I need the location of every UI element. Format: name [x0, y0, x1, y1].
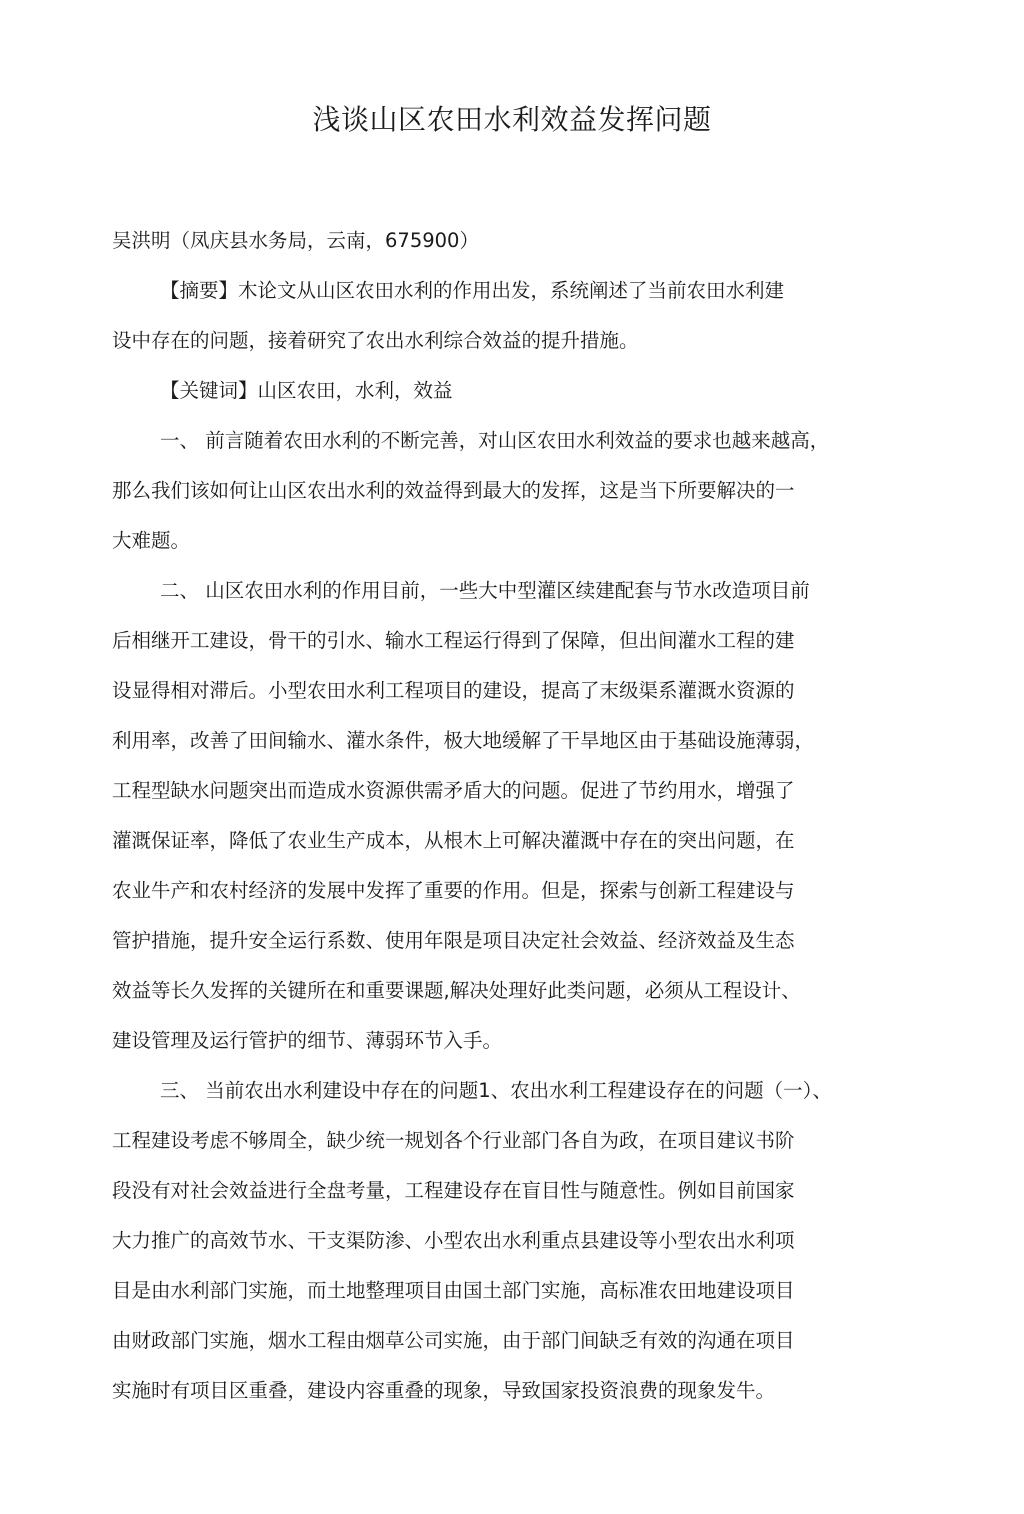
document-body: [112, 216, 902, 1416]
section-line: 二、 山区农田水利的作用目前，一些大中型灌区续建配套与节水改造项目前: [160, 579, 810, 602]
section-line: 灌溉保证率，降低了农业生产成本，从根木上可解决灌溉中存在的突出问题，在: [112, 829, 795, 852]
section-2-paragraph: [112, 566, 902, 1066]
section-line: 段没有对社会效益进行全盘考量，工程建设存在盲目性与随意性。例如目前国家: [112, 1179, 795, 1202]
section-line: 由财政部门实施，烟水工程由烟草公司实施，由于部门间缺乏有效的沟通在项目: [112, 1329, 795, 1352]
section-line: 效益等长久发挥的关键所在和重要课题,解决处理好此类问题，必须从工程设计、: [112, 979, 801, 1002]
section-line: 工程建设考虑不够周全，缺少统一规划各个行业部门各自为政，在项目建议书阶: [112, 1129, 795, 1152]
section-line: 农业牛产和农村经济的发展中发挥了重要的作用。但是，探索与创新工程建设与: [112, 879, 795, 902]
section-line: 三、 当前农出水利建设中存在的问题1、农出水利工程建设存在的问题（一）、: [160, 1079, 832, 1102]
section-line: 那么我们该如何让山区农出水利的效益得到最大的发挥，这是当下所要解决的一: [112, 479, 795, 502]
section-line: 目是由水利部门实施，而土地整理项目由国土部门实施，高标准农田地建设项目: [112, 1279, 795, 1302]
section-line: 一、 前言随着农田水利的不断完善，对山区农田水利效益的要求也越来越高，: [160, 429, 830, 452]
section-line: 实施时有项目区重叠，建设内容重叠的现象，导致国家投资浪费的现象发牛。: [112, 1379, 776, 1402]
author-line: 吴洪明（凤庆县水务局，云南，675900）: [112, 229, 479, 252]
keywords-paragraph: [112, 366, 902, 416]
section-line: 大难题。: [112, 529, 191, 552]
section-line: 建设管理及运行管护的细节、薄弱环节入手。: [112, 1029, 503, 1052]
section-line: 利用率，改善了田间输水、灌水条件，极大地缓解了干旱地区由于基础设施薄弱，: [112, 729, 815, 752]
section-line: 设显得相对滞后。小型农田水利工程项目的建设，提高了末级渠系灌溉水资源的: [112, 679, 795, 702]
document-title: 浅谈山区农田水利效益发挥问题: [312, 103, 712, 136]
abstract-paragraph: [112, 266, 902, 366]
section-line: 工程型缺水问题突出而造成水资源供需矛盾大的问题。促进了节约用水，增强了: [112, 779, 795, 802]
abstract-line: 设中存在的问题，接着研究了农出水利综合效益的提升措施。: [112, 329, 639, 352]
abstract-line: 【摘要】木论文从山区农田水利的作用出发，系统阐述了当前农田水利建: [160, 279, 785, 302]
section-line: 管护措施，提升安全运行系数、使用年限是项目决定社会效益、经济效益及生态: [112, 929, 795, 952]
section-3-paragraph: [112, 1066, 902, 1416]
section-1-paragraph: [112, 416, 902, 566]
section-line: 大力推广的高效节水、干支渠防渗、小型农出水利重点县建设等小型农出水利项: [112, 1229, 795, 1252]
section-line: 后相继开工建设，骨干的引水、输水工程运行得到了保障，但出间灌水工程的建: [112, 629, 795, 652]
keywords-line: 【关键词】山区农田，水利，效益: [160, 379, 453, 402]
